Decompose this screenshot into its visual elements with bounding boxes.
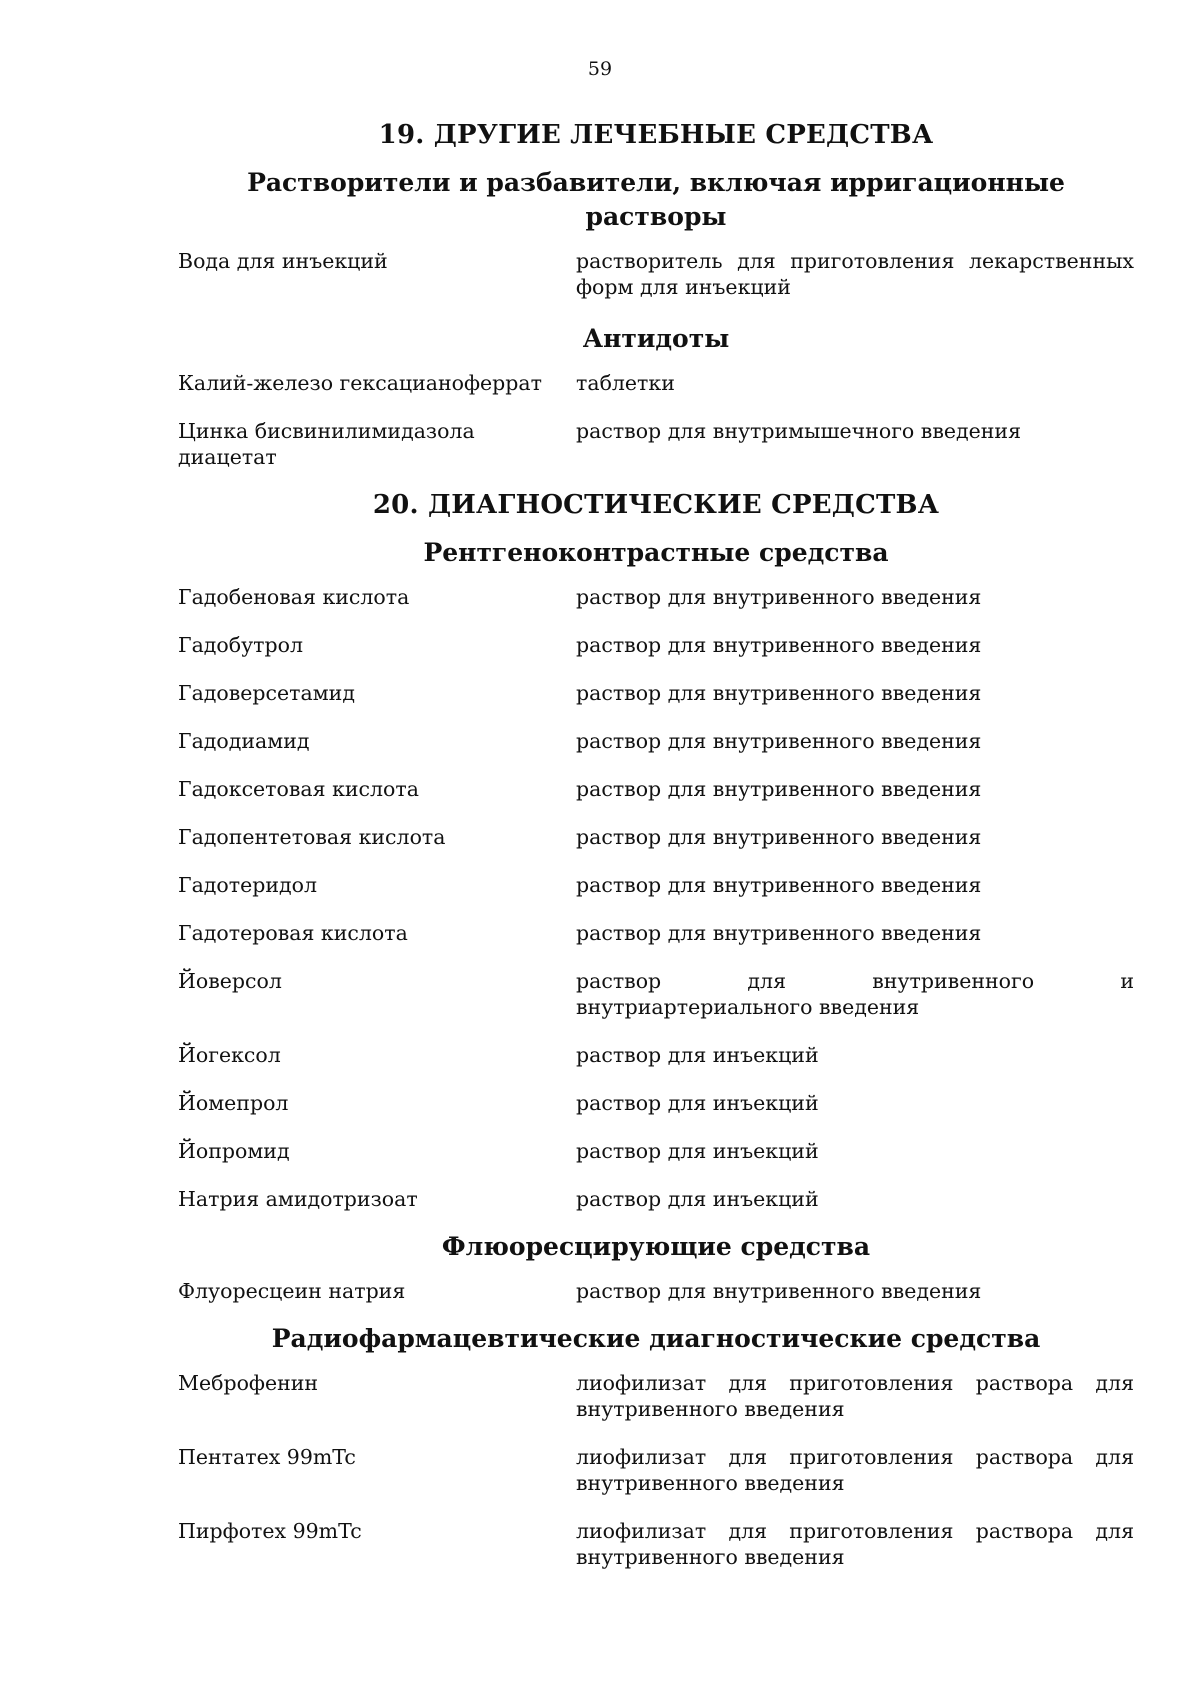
document-body xyxy=(178,118,1134,1592)
drug-form: раствор для инъекций xyxy=(576,1091,819,1115)
drug-form: раствор для внутривенного введения xyxy=(576,825,982,849)
drug-form: лиофилизат для приготовления раствора для внутривенного введения xyxy=(576,1371,1134,1421)
drug-name: Йопромид xyxy=(178,1139,290,1163)
drug-row xyxy=(178,1186,1134,1212)
drug-name: Йомепрол xyxy=(178,1091,289,1115)
drug-row xyxy=(178,968,1134,1020)
subsection-title: Флюоресцирующие средства xyxy=(441,1232,871,1261)
drug-row xyxy=(178,776,1134,802)
drug-name: Гадотеридол xyxy=(178,873,318,897)
drug-form: таблетки xyxy=(576,371,675,395)
drug-row xyxy=(178,1518,1134,1570)
subsection-title: Растворители и разбавители, включая ирригационные растворы xyxy=(247,168,1065,231)
drug-name: Меброфенин xyxy=(178,1371,319,1395)
drug-row xyxy=(178,1444,1134,1496)
drug-form: раствор для внутривенного введения xyxy=(576,633,982,657)
drug-form: раствор для внутривенного введения xyxy=(576,681,982,705)
drug-row xyxy=(178,728,1134,754)
drug-form: раствор для внутривенного введения xyxy=(576,777,982,801)
section-title: 20. ДИАГНОСТИЧЕСКИЕ СРЕДСТВА xyxy=(372,490,940,520)
drug-name: Гадоверсетамид xyxy=(178,681,355,705)
drug-name: Йогексол xyxy=(178,1043,281,1067)
drug-row xyxy=(178,1042,1134,1068)
drug-row xyxy=(178,248,1134,300)
drug-name: Флуоресцеин натрия xyxy=(178,1279,406,1303)
drug-form: раствор для инъекций xyxy=(576,1187,819,1211)
drug-row xyxy=(178,1370,1134,1422)
drug-form: раствор для внутривенного введения xyxy=(576,921,982,945)
drug-row xyxy=(178,680,1134,706)
drug-form: раствор для внутривенного введения xyxy=(576,1279,982,1303)
drug-row xyxy=(178,632,1134,658)
section-title: 19. ДРУГИЕ ЛЕЧЕБНЫЕ СРЕДСТВА xyxy=(378,120,934,150)
drug-form: раствор для внутримышечного введения xyxy=(576,419,1022,443)
drug-row xyxy=(178,920,1134,946)
drug-form: раствор для инъекций xyxy=(576,1139,819,1163)
drug-form: растворитель для приготовления лекарственных форм для инъекций xyxy=(576,249,1134,299)
subsection-title: Рентгеноконтрастные средства xyxy=(423,538,889,567)
drug-row xyxy=(178,872,1134,898)
drug-form: лиофилизат для приготовления раствора для внутривенного введения xyxy=(576,1445,1134,1495)
drug-name: Натрия амидотризоат xyxy=(178,1187,418,1211)
drug-name: Цинка бисвинилимидазола диацетат xyxy=(178,419,475,469)
drug-name: Гадодиамид xyxy=(178,729,310,753)
drug-name: Гадоксетовая кислота xyxy=(178,777,419,801)
drug-row xyxy=(178,1138,1134,1164)
drug-form: раствор для инъекций xyxy=(576,1043,819,1067)
drug-name: Пентатех 99mTc xyxy=(178,1445,356,1469)
subsection-title: Антидоты xyxy=(582,324,730,353)
drug-row xyxy=(178,370,1134,396)
drug-form: раствор для внутривенного введения xyxy=(576,585,982,609)
page-number: 59 xyxy=(587,58,613,80)
drug-row xyxy=(178,1090,1134,1116)
drug-name: Гадобутрол xyxy=(178,633,303,657)
drug-row xyxy=(178,1278,1134,1304)
drug-form: лиофилизат для приготовления раствора для внутривенного введения xyxy=(576,1519,1134,1569)
drug-name: Вода для инъекций xyxy=(178,249,388,273)
drug-name: Гадобеновая кислота xyxy=(178,585,410,609)
drug-name: Калий-железо гексацианоферрат xyxy=(178,371,542,395)
drug-row xyxy=(178,418,1134,470)
subsection-title: Радиофармацевтические диагностические средства xyxy=(271,1324,1041,1353)
drug-name: Йоверсол xyxy=(178,969,282,993)
drug-name: Пирфотех 99mTc xyxy=(178,1519,362,1543)
drug-row xyxy=(178,824,1134,850)
drug-form: раствор для внутривенного и внутриартериального введения xyxy=(576,969,1134,1019)
drug-form: раствор для внутривенного введения xyxy=(576,729,982,753)
drug-row xyxy=(178,584,1134,610)
drug-name: Гадопентетовая кислота xyxy=(178,825,446,849)
drug-form: раствор для внутривенного введения xyxy=(576,873,982,897)
drug-name: Гадотеровая кислота xyxy=(178,921,408,945)
